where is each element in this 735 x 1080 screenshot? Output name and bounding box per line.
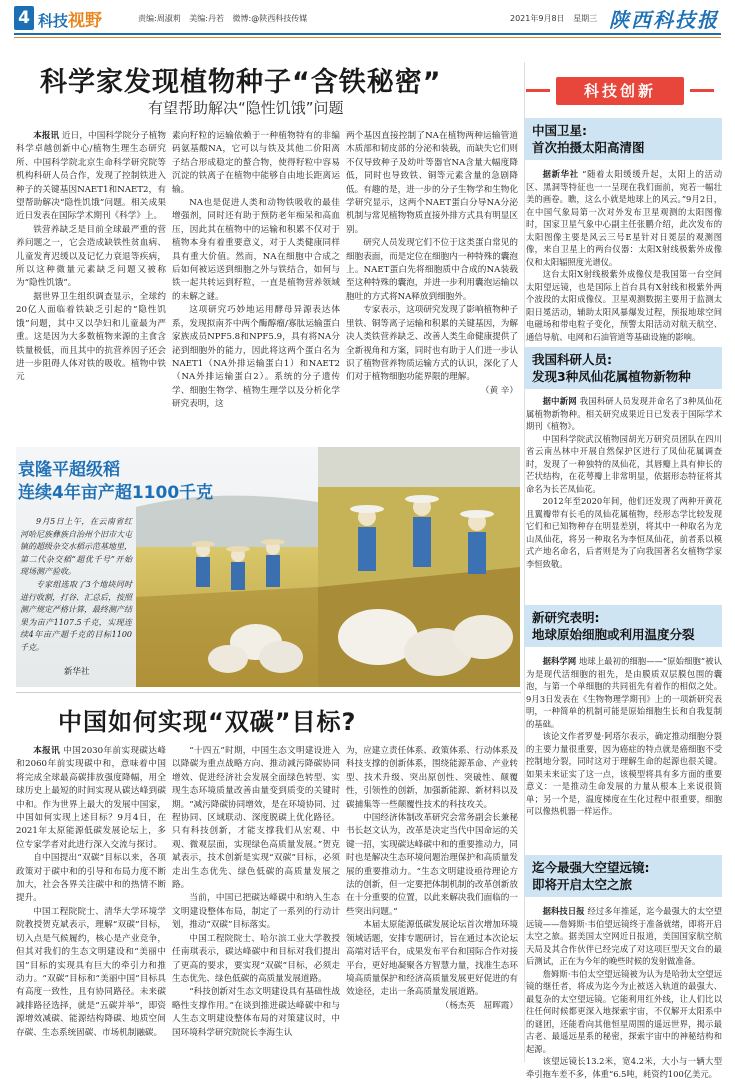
editor-credit: 责编:周淑莉 [138,14,181,23]
story2-p1: 我国科研人员发现并命名了3种凤仙花属植物新物种。相关研究成果近日已发表于国际学术期刊《植物》。 [526,396,722,431]
article2-title: 中国如何实现“双碳”目标? [58,708,357,736]
story2-lead: 据中新网 [542,396,577,406]
article1-title: 科学家发现植物种子“含铁秘密” [40,67,442,98]
article1-p7: 两个基因直接控制了NA在植物两种运输管道木质部和韧皮部的分泌和装载，而缺失它们则不仅导致种子及幼叶等器官NA含量大幅度降低，同时也导致铁、铜等元素含量的急剧降低。有趣的是，进一步的分子生物学和生物化学研究显示，这两个NAET蛋白分导NA分泌机制与常见植物物质直接外排方式具有明显区别。 [346,131,518,235]
article2-p3: 中国工程院院士、清华大学环境学院教授贺克斌表示，理解“双碳”目标，切入点是气候履约，核心是产业竞争，但其对我们的生态文明建设和“美丽中国”目标的实现具有巨大的牵引力和推动力。“双碳”目标和“美丽中国”目标具有高度一致性，且有协同路径。未来碳减排路径选择，就是“五碳并举”，即资源增效减碳、能源结构降碳、地质空间存碳、生态系统固碳、市场机制融碳。 [16,906,166,1038]
article2-p8: 为，应建立责任体系、政策体系、行动体系及科技支撑的创新体系，围绕能源革命、产业转型、技术升级、突出原创性、突破性、颠覆性，引领性的创新，加强新能源、新材料以及碳捕集等一些颠覆性技术的科技攻关。 [346,746,518,810]
article1-p3: 据世界卫生组织调查显示，全球约20亿人面临着铁缺乏引起的“隐性饥饿”问题，其中又以孕妇和儿童最为严重。这是因为大多数植物来源的主食含铁量极低，而且其中的抗营养因子还会进一步阻碍人体对铁的吸收。植物中铁元 [16,291,166,383]
article2-col3 [346,745,518,1065]
header-rule [14,33,721,35]
photo-caption-p2: 专家组选取了3个地块同时进行收割，打谷、汇总后，按照测产规定严格计算，最终测产结果为亩产1107.5千克，实现连续4年亩产超千克的目标1100千克。 [20,579,132,652]
article2-p4: “十四五”时期，中国生态文明建设进入以降碳为重点战略方向、推动减污降碳协同增效、促进经济社会发展全面绿色转型、实现生态环境质量改善由量变到质变的关键时期。“减污降碳协同增效，是在环境协同、过程协同、区域联动、深度脱碳上优化路径。只有科技创新，才能支撑我们从宏观、中观、微观层面，实现绿色高质量发展。”贺克斌表示，技术创新是实现“双碳”目标，必须走出生态优先、绿色低碳的高质量发展之路。 [172,746,340,891]
article1-author: （黄 辛） [480,385,518,396]
story4-lead: 据科技日报 [542,906,585,916]
article1-p9: 专家表示，这项研究发现了影响植物种子里铁、铜等离子运输和积累的关键基因，为解决人类铁营养缺乏、改善人类生命健康提供了全新视角和方案，同时也有助于人们进一步认识了植物营养物质运输方式的认识，深化了人们对于植物细胞功能界限的理解。 [346,305,518,383]
article1-p8: 研究人员发现它们不位于这类蛋白常见的细胞表面，而是定位在细胞内一种特殊的囊泡上。NAET蛋白先将细胞质中合成的NA装载至这种特殊的囊泡，并进一步利用囊泡运输以胞吐的方式将NA释放到细胞外。 [346,238,518,302]
story2-p2: 中国科学院武汉植物园胡光万研究员团队在四川省云南丛林中开展自然保护区进行了凤仙花属调查时，发现了一种独特的凤仙花，其唇瓣上具有伸长的芒状结构，在花萼瓣上非常明显，依据形态特征将其命名为长芒凤仙花。 [526,433,722,494]
photo-caption [20,516,132,655]
story1-lead: 据新华社 [542,169,579,179]
photo-headline-1: 袁隆平超级稻 [18,460,120,480]
sidebar-story1-body [526,168,722,342]
designer-credit: 美编:丹若 [189,14,224,23]
article1-p4: 素向籽粒的运输依赖于一种植物特有的非编码氨基酸NA，它可以与铁及其他二价阳离子结合形成稳定的螯合物，使得籽粒中容易沉淀的铁离子在植物中能够自由地长距离运输。 [172,131,340,195]
rice-harvest-photo-right [318,447,520,687]
article1-p6: 这项研究巧妙地运用酵母异源表达体系，发现拟南芥中两个酶醇瘤/寡肽运输蛋白家族成员NPF5.8和NPF5.9，具有将NA分泌到细胞外的能力，因此将这两个蛋白名为NAET1（NA外排运输蛋白1）和NAET2（NA外排运输蛋白2）。系统的分子遗传学、细胞生物学、植物生理学以及分析化学研究表明，这 [172,305,340,410]
story3-lead: 据科学网 [542,656,577,666]
credits [138,13,313,24]
article1-p5: NA也是促进人类和动物铁吸收的最佳增强剂，同时还有助于预防老年痴呆和高血压，因此其在植物中的运输和积累不仅对于植物本身有着重要意义，对于人类健康同样具有重大价值。然而，NA在细胞中合成之后如何被运送到细胞之外与铁结合，如何与铁一起共转运到籽粒，一直是植物营养领域的未解之谜。 [172,198,340,302]
article1-subtitle: 有望帮助解决“隐性饥饿”问题 [148,99,344,117]
story1-title-2: 首次拍摄太阳高清图 [532,140,645,155]
article2-p10: 本届太原能源低碳发展论坛首次增加环境领域话题，安排专题研讨，旨在通过本次论坛高端对话平台，成果发布平台和国际合作对接平台，更好地凝聚各方智慧力量，找准生态环境高质量保护和经济高质量发展更好促进的有效途径，走出一条高质量发展道路。 [346,920,518,998]
date-text: 2021年9月8日 [510,14,565,23]
sidebar-story3-header [524,605,722,647]
story2-title-1: 我国科研人员: [532,352,612,367]
photo-caption-p1: 9月5日上午，在云南省红河哈尼族彝族自治州个旧市大屯镇的超级杂交水稻示范基地里，第二代杂交稻“超优千号”开始现场测产验收。 [20,517,132,577]
article1-col1 [16,130,166,442]
page-header [0,0,735,48]
photo-headline-2: 连续4年亩产超1100千克 [18,483,214,503]
article2-col2 [172,745,340,1065]
story4-p3: 该望远镜长13.2米，宽4.2米，大小与一辆大型牵引拖车差不多，体重“6.5吨，耗资约100亿美元。 [526,1056,722,1079]
weekday-text: 星期三 [573,14,598,23]
sidebar-story3-body [526,655,722,835]
story1-p1: “随着太阳缓缓升起，太阳上的活动区、黑洞等特征也一一呈现在我们面前，宛若一幅壮美的画卷。瞧，这么小就是地球上的风云。”9月2日，在中国气象局第一次对外发布卫星观测的太阳图像时，国家卫星气象中心副主任张鹏介绍，此次发布的太阳图像主要是风云三号E星针对日冕层的观测图像，来自卫星上的两台仪器：太阳X射线极紫外成像仪和太阳辐照度光谱仪。 [526,169,722,267]
article2-lead: 本报讯 [33,746,61,756]
article2-col1 [16,745,166,1065]
article2-p7: “科技创新对生态文明建设具有基础性战略性支撑作用。”在谈到推进碳达峰碳中和与人生态文明建设整体布局的对策建议时，中国环境科学研究院院长李海生认 [172,987,340,1038]
sidebar-story2-header [524,347,722,389]
section-divider [16,692,521,693]
story3-title-2: 地球原始细胞或利用温度分裂 [532,627,695,642]
story1-title-1: 中国卫星: [532,123,587,138]
story4-p2: 詹姆斯·韦伯太空望远镜被为认为是哈勃太空望远镜的继任者，将成为迄今为止被送入轨道的最强大、最复杂的太空望远镜。它能利用红外线，让人们比以往任何时候都更深入地探索宇宙，不仅解开太阳系中的谜团，还能看向其他恒星周围的遥远世界，揭示最古老、最遥远星系的秘密，探索宇宙中的神秘结构和起源。 [526,968,722,1054]
story3-p1: 地球上最初的细胞——“原始细胞”被认为是现代活细胞的祖先，是由膜质双层膜包围的囊泡，与第一个单细胞的共同祖先有着作的相似之处。9月3日发表在《生物物理学期刊》上的一项新研究表明，一种简单的机制可能是原始细胞生长和自我复制的基础。 [526,656,722,729]
story1-p2: 这台太阳X射线极紫外成像仪是我国第一台空间太阳望远镜，也是国际上首台具有X射线和极紫外两个波段的太阳成像仪。卫星观测数据主要用于监测太阳日冕活动，辅助太阳风暴爆发过程，预报地球空间电磁场和带电粒子变化，预警太阳活动对航天航空、通信导航、电网和石油管道等基础设施的影响。 [526,269,722,342]
issue-date [510,13,603,24]
page-number: 4 [14,6,34,30]
article2-author: （杨杰英 屈晖霞） [440,1000,518,1011]
sidebar-story2-body [526,395,722,573]
article2-p5: 当前，中国已把碳达峰碳中和纳入生态文明建设整体布局，制定了一系列的行动计划，推动“双碳”目标落实。 [172,893,340,931]
story4-title-1: 迄今最强大空望远镜: [532,860,650,875]
story2-p3: 2012年至2020年间，他们还发现了两种开黄花且翼瓣带有长毛的凤仙花属植物，经形态学比较发现它们和已知物种存在明显差别，将其中一种取名为龙山凤仙花，将另一种取名为李恒凤仙花，前者系以模式产地名命名，后者则是为了向我国著名女植物学家李恒致敬。 [526,496,722,569]
article1-col3 [346,130,518,442]
photo-source: 新华社 [64,667,90,677]
section-brand-a: 科技 [38,12,69,30]
article2-p2: 自中国提出“双碳”目标以来，各项政策对于碳中和的引导和布局力度不断加大，社会各界关注碳中和的热情不断提升。 [16,853,166,904]
story3-title-1: 新研究表明: [532,610,600,625]
story2-title-2: 发现3种凤仙花属植物新物种 [532,369,691,384]
article1-col2 [172,130,340,442]
weibo-credit: 微博:@陕西科技传媒 [232,14,308,23]
sidebar-story1-header [524,118,722,160]
paper-logo: 陕西科技报 [609,8,719,32]
article1-p1: 近日，中国科学院分子植物科学卓越创新中心/植物生理生态研究所、中国科学院北京生命科学研究院等机构科研人员合作，发现了控制铁进入种子的关键基因NAET1和NAET2，有望帮助解决“隐性饥饿”问题。相关成果近日发表在国际学术期刊《科学》上。 [16,131,166,222]
story3-p2: 该论文作者罗曼·阿塔尔表示，确定推动细胞分裂的主要力量很重要，因为癌症的特点就是癌细胞不受控制地分裂，同时这对于理解生命的起源也很关键。如果未来证实了这一点，该模型将具有多方面的重要意义：一是推动生命发展的力量从根本上来说很简单；另一个是，温度梯度在生化过程中很重要，细胞可以像热机器一样运作。 [526,731,722,816]
story4-p1: 经过多年推延，迄今最强大的太空望远镜——詹姆斯·韦伯望远镜终于准备就绪，即将开启太空之旅。据美国太空网近日报道，美国国家航空航天局及其合作伙伴已经完成了对这项巨型天文台的最后测试，正在为今年的晚些时候的发射做准备。 [526,906,722,966]
sidebar-story4-header [524,855,722,897]
article2-p6: 中国工程院院士、哈尔滨工业大学教授任南琪表示，碳达峰碳中和目标对我们提出了更高的要求，要实现“双碳”目标，必须走生态优先、绿色低碳的高质量发展道路。 [172,933,340,984]
article1-lead: 本报讯 [33,131,60,141]
article1-p2: 铁营养缺乏是目前全球最严重的营养问题之一，它会造成缺铁性贫血病、儿童发育迟缓以及记忆力衰退等疾病，所以这种微量元素缺乏问题又被称为“隐性饥饿”。 [16,224,166,289]
story4-title-2: 即将开启太空之旅 [532,877,633,892]
section-brand [38,6,102,31]
sidebar-story4-body [526,905,722,1079]
sidebar-banner: 科技创新 [556,77,684,105]
article2-p1: 中国2030年前实现碳达峰和2060年前实现碳中和，意味着中国将完成全球最高碳排放强度降幅，用全球历史上最短的时间实现从碳达峰到碳中和。作为世界上最大的发展中国家，中国如何实现上述目标？9月4日，在2021年太原能源低碳发展论坛上，多位专家学者对此进行深入交流与探讨。 [16,746,166,850]
article2-p9: 中国经济体制改革研究会常务副会长兼秘书长赵文认为，改革是决定当代中国命运的关键一招，实现碳达峰碳中和的重要推动力，同时也是解决生态环境问题治理保护和高质量发展的重要推动力。“生态文明建设亟待理论方法的创新，但一定要把体制机制的改革创新放在十分重要的位置，以此来解决我们面临的一些突出问题。” [346,813,518,917]
section-brand-b: 视野 [68,11,103,31]
header-rule-accent [14,37,721,38]
